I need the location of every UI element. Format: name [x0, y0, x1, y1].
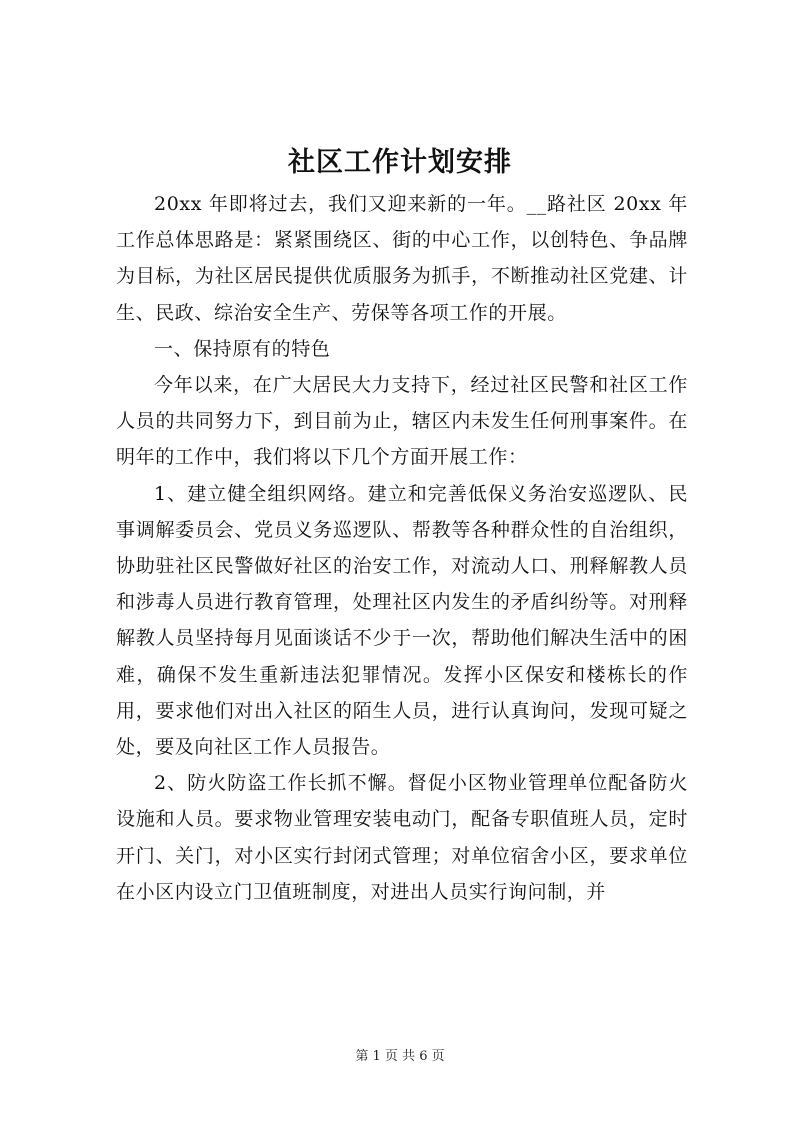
body-paragraph: 今年以来，在广大居民大力支持下，经过社区民警和社区工作人员的共同努力下，到目前为止，辖区内未发生任何刑事案件。在明年的工作中，我们将以下几个方面开展工作： [116, 374, 688, 469]
intro-paragraph: 20xx 年即将过去，我们又迎来新的一年。__路社区 20xx 年工作总体思路是：紧紧围绕区、街的中心工作，以创特色、争品牌为目标，为社区居民提供优质服务为抓手，不断推动社区党建、计生、民政、综治安全生产、劳保等各项工作的开展。 [116, 193, 688, 324]
section-heading: 一、保持原有的特色 [154, 337, 331, 360]
list-item-paragraph: 2、防火防盗工作长抓不懈。督促小区物业管理单位配备防火设施和人员。要求物业管理安装电动门，配备专职值班人员，定时开门、关门，对小区实行封闭式管理；对单位宿舍小区，要求单位在小区内设立门卫值班制度，对进出人员实行询问制，并 [116, 772, 688, 903]
document-body [116, 186, 688, 910]
page-number-footer: 第 1 页 共 6 页 [355, 1049, 445, 1064]
document-title: 社区工作计划安排 [288, 147, 512, 178]
list-item-paragraph: 1、建立健全组织网络。建立和完善低保义务治安巡逻队、民事调解委员会、党员义务巡逻队、帮教等各种群众性的自治组织，协助驻社区民警做好社区的治安工作，对流动人口、刑释解教人员和涉毒人员进行教育管理，处理社区内发生的矛盾纠纷等。对刑释解教人员坚持每月见面谈话不少于一次，帮助他们解决生活中的困难，确保不发生重新违法犯罪情况。发挥小区保安和楼栋长的作用，要求他们对出入社区的陌生人员，进行认真询问，发现可疑之处，要及向社区工作人员报告。 [116, 482, 688, 759]
